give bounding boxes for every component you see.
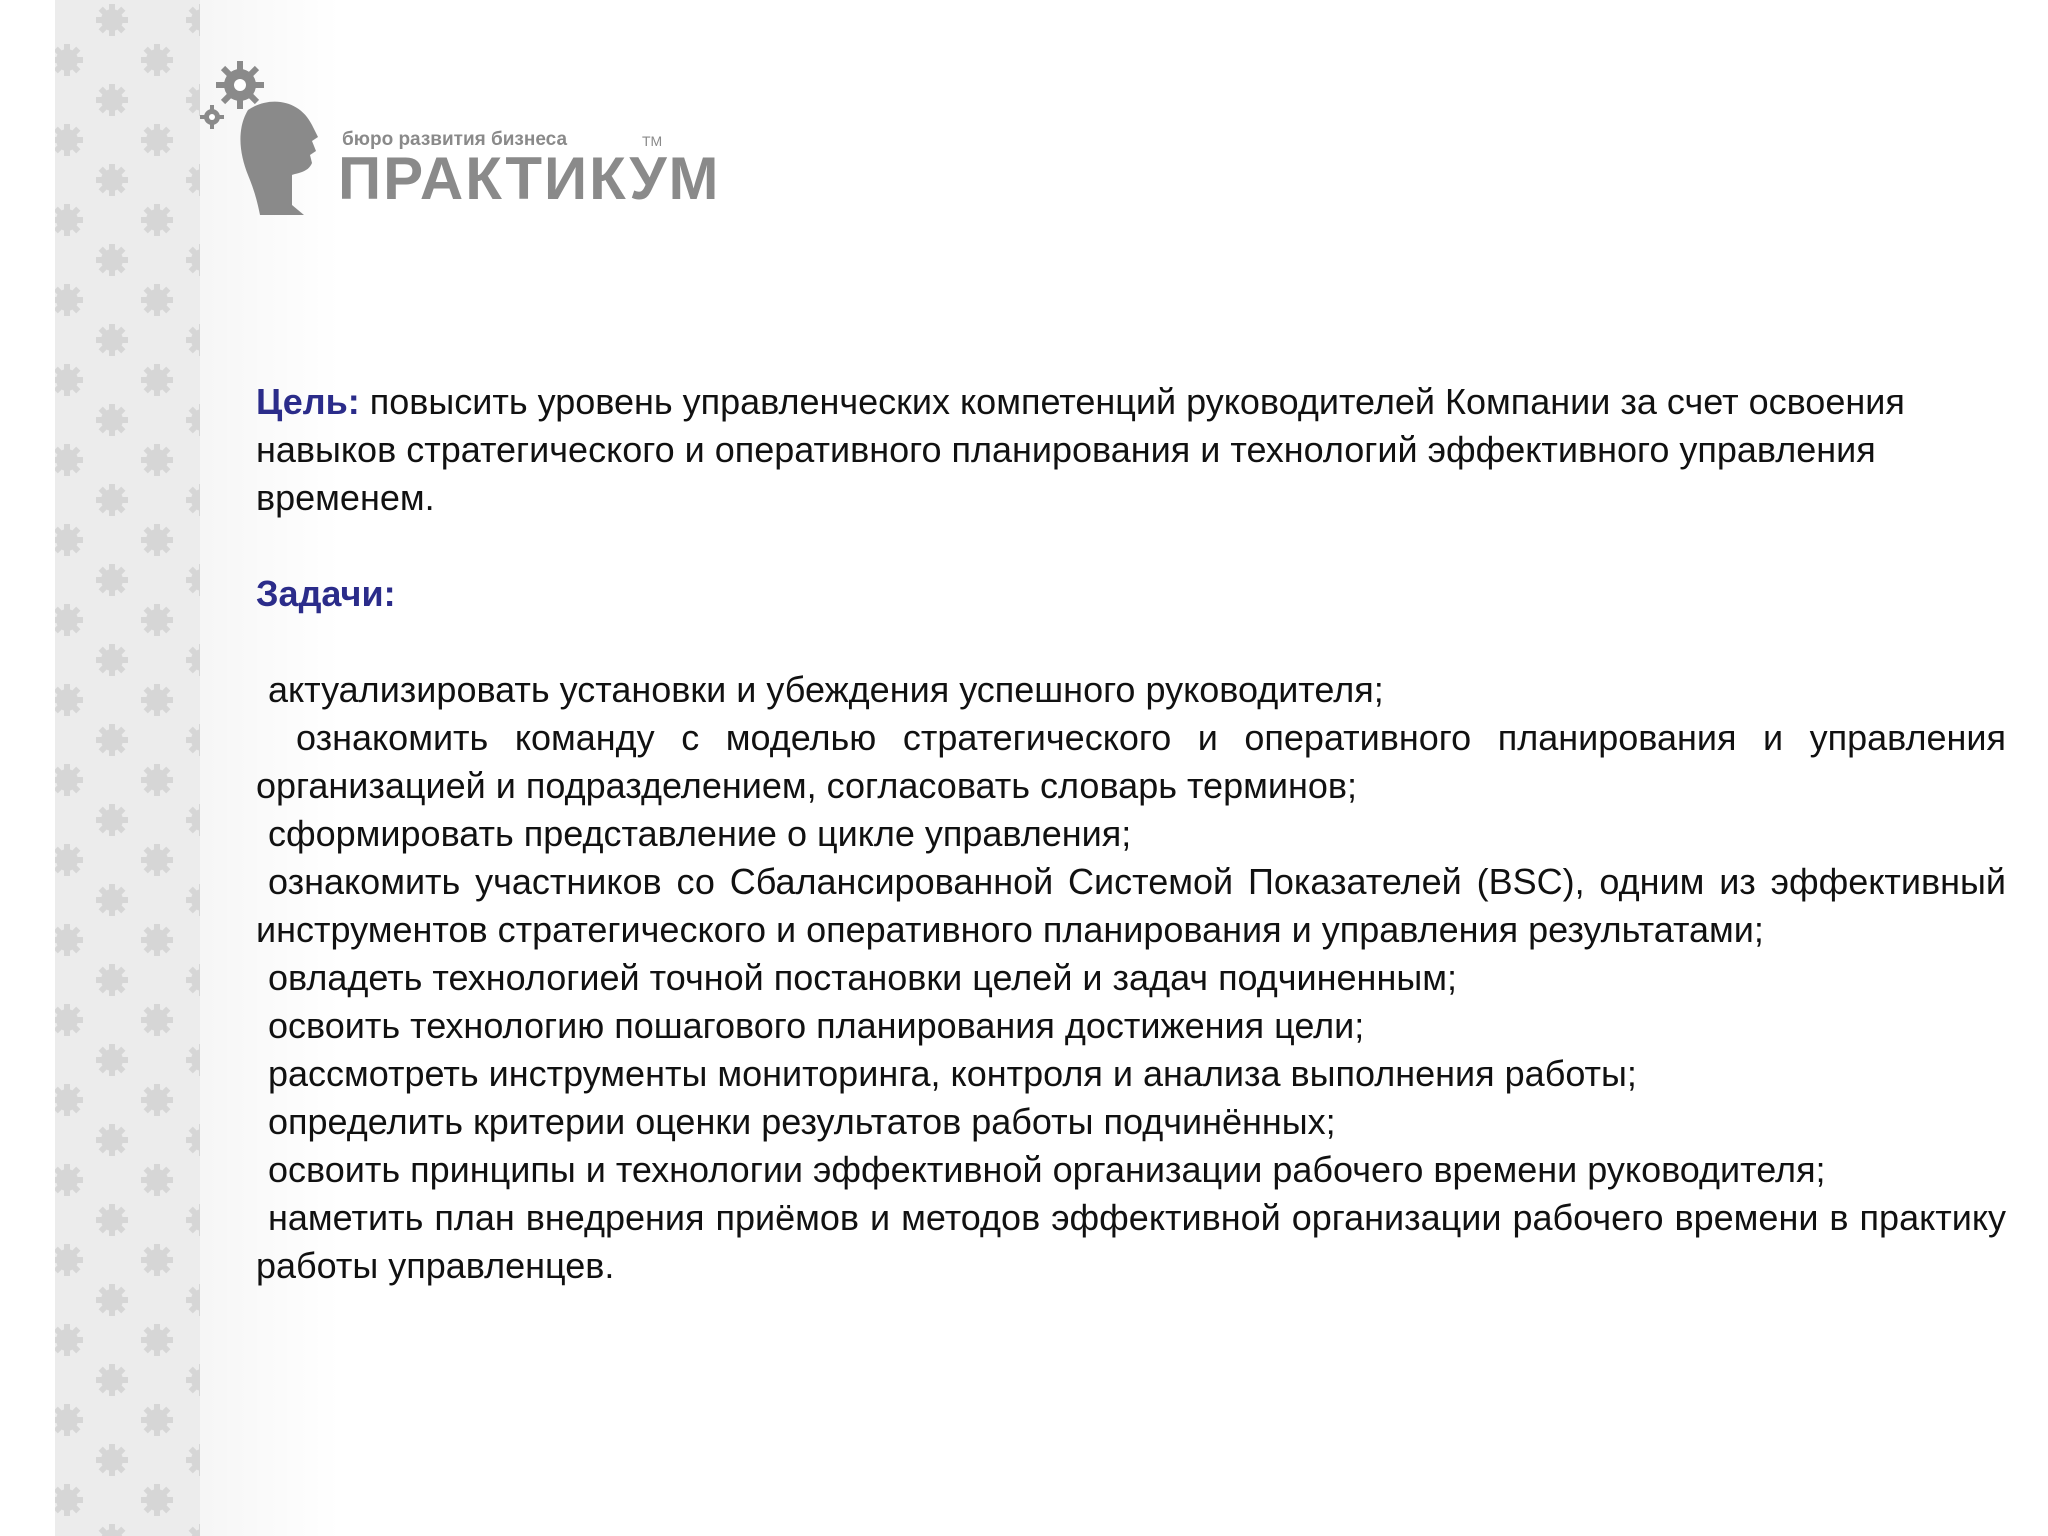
task-item: определить критерии оценки результатов работы подчинённых; xyxy=(268,1101,1336,1142)
task-item: ознакомить участников со Сбалансированной Системой Показателей (BSC), одним из эффективный инструментов стратегического и оперативного планирования и управления результатами; xyxy=(256,861,2006,950)
slide-content xyxy=(256,378,2006,1290)
task-item: сформировать представление о цикле управления; xyxy=(268,813,1132,854)
trademark-sign: TM xyxy=(642,133,663,149)
task-item: наметить план внедрения приёмов и методов эффективной организации рабочего времени в практику работы управленцев. xyxy=(256,1197,2006,1286)
logo-head-gears-icon xyxy=(200,55,340,225)
logo-tagline: бюро развития бизнеса xyxy=(342,129,568,150)
logo-brand-name: ПРАКТИКУМ xyxy=(338,145,721,212)
tasks-heading: Задачи: xyxy=(256,573,396,614)
task-item: освоить технологию пошагового планирования достижения цели; xyxy=(268,1005,1365,1046)
company-logo xyxy=(200,55,721,225)
task-item: рассмотреть инструменты мониторинга, контроля и анализа выполнения работы; xyxy=(268,1053,1637,1094)
task-item: овладеть технологией точной постановки целей и задач подчиненным; xyxy=(268,957,1457,998)
task-item: актуализировать установки и убеждения успешного руководителя; xyxy=(268,669,1384,710)
goal-label: Цель: xyxy=(256,381,360,422)
goal-section xyxy=(256,378,2006,522)
tasks-list xyxy=(256,666,2006,1290)
goal-text: повысить уровень управленческих компетенций руководителей Компании за счет освоения навыков стратегического и оперативного планирования и технологий эффективного управления временем. xyxy=(256,381,1905,518)
task-item: ознакомить команду с моделью стратегического и оперативного планирования и управления организацией и подразделением, согласовать словарь терминов; xyxy=(256,717,2006,806)
task-item: освоить принципы и технологии эффективной организации рабочего времени руководителя; xyxy=(268,1149,1826,1190)
